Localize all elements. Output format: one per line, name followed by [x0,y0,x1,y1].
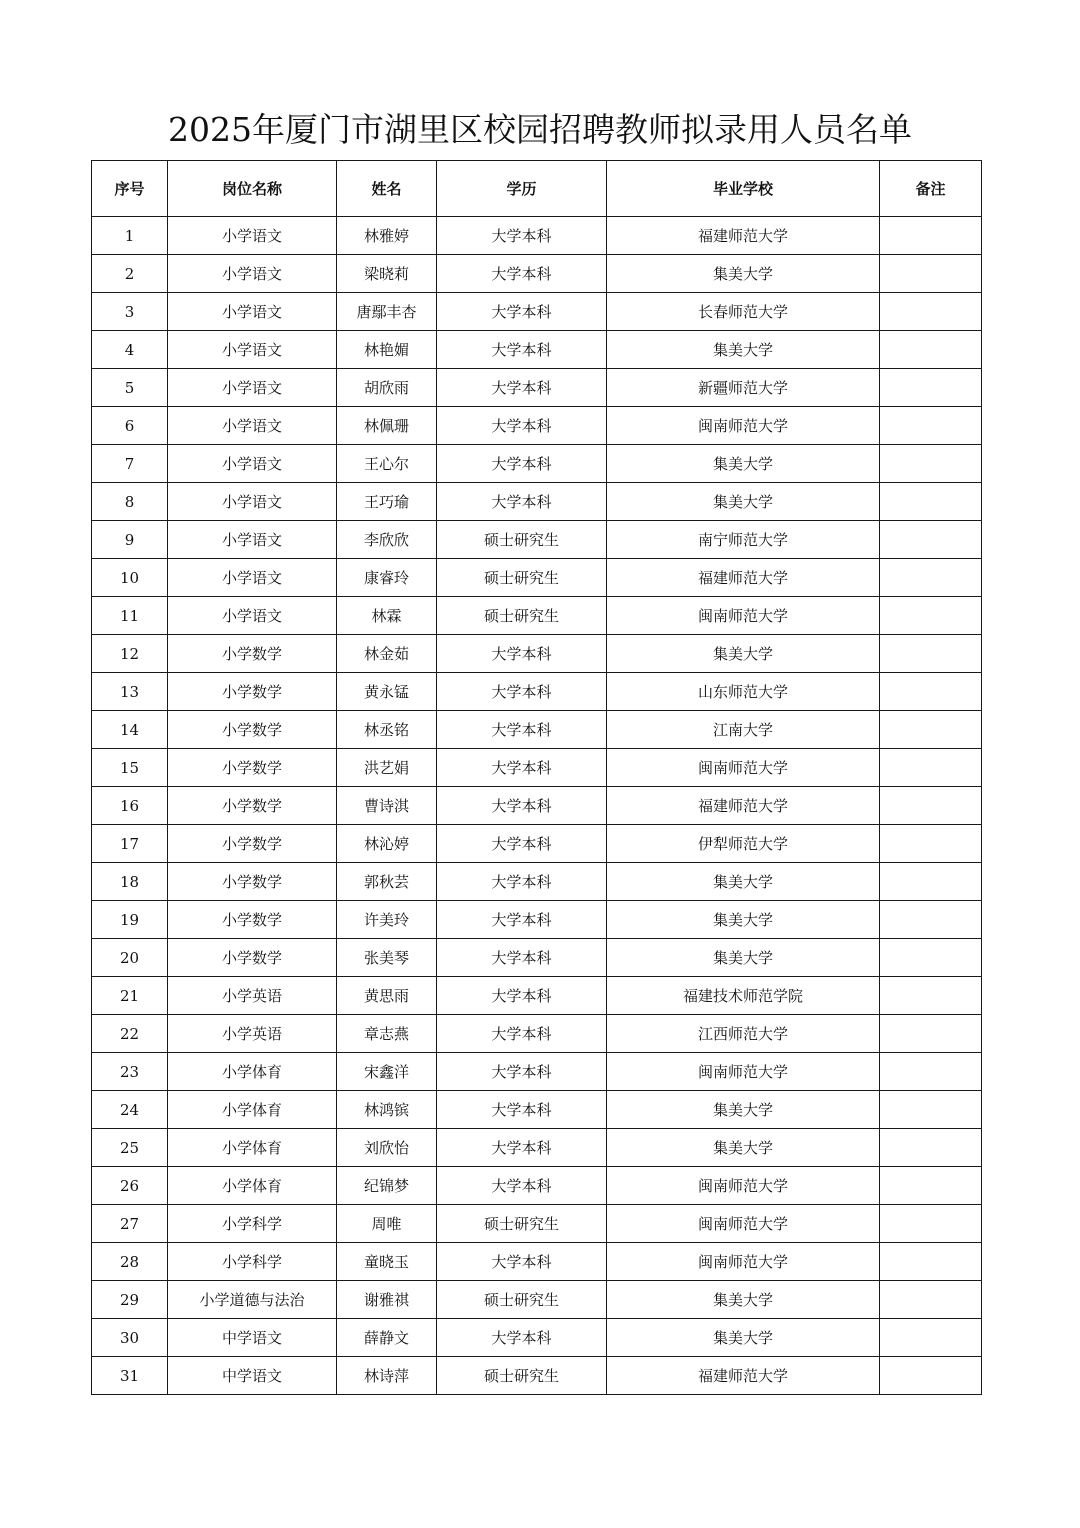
cell-education: 大学本科 [437,407,607,445]
cell-serial-number: 21 [92,977,168,1015]
cell-remarks [880,521,982,559]
cell-graduate-school: 闽南师范大学 [607,1167,880,1205]
cell-remarks [880,217,982,255]
cell-name: 林霖 [337,597,437,635]
cell-education: 大学本科 [437,1129,607,1167]
cell-remarks [880,749,982,787]
cell-remarks [880,1129,982,1167]
cell-graduate-school: 集美大学 [607,635,880,673]
table-row [92,407,982,445]
header-name: 姓名 [337,161,437,217]
table-row [92,559,982,597]
cell-education: 硕士研究生 [437,1205,607,1243]
cell-name: 童晓玉 [337,1243,437,1281]
cell-education: 大学本科 [437,787,607,825]
cell-serial-number: 31 [92,1357,168,1395]
cell-serial-number: 12 [92,635,168,673]
cell-education: 大学本科 [437,749,607,787]
cell-education: 大学本科 [437,635,607,673]
table-row [92,217,982,255]
table-row [92,1205,982,1243]
cell-serial-number: 23 [92,1053,168,1091]
cell-position-name: 小学体育 [168,1053,337,1091]
cell-position-name: 小学体育 [168,1091,337,1129]
cell-remarks [880,1357,982,1395]
cell-education: 大学本科 [437,711,607,749]
table-row [92,787,982,825]
cell-position-name: 小学体育 [168,1129,337,1167]
cell-serial-number: 8 [92,483,168,521]
cell-remarks [880,711,982,749]
cell-serial-number: 3 [92,293,168,331]
cell-serial-number: 6 [92,407,168,445]
cell-graduate-school: 闽南师范大学 [607,1243,880,1281]
cell-position-name: 小学语文 [168,445,337,483]
cell-graduate-school: 集美大学 [607,255,880,293]
cell-remarks [880,1167,982,1205]
hiring-list-table [91,160,982,1395]
cell-graduate-school: 长春师范大学 [607,293,880,331]
cell-graduate-school: 山东师范大学 [607,673,880,711]
cell-graduate-school: 福建师范大学 [607,217,880,255]
cell-name: 刘欣怡 [337,1129,437,1167]
cell-serial-number: 28 [92,1243,168,1281]
cell-position-name: 小学语文 [168,597,337,635]
cell-serial-number: 29 [92,1281,168,1319]
cell-serial-number: 25 [92,1129,168,1167]
cell-serial-number: 10 [92,559,168,597]
cell-name: 唐鄢丰杏 [337,293,437,331]
cell-education: 硕士研究生 [437,1281,607,1319]
cell-remarks [880,825,982,863]
cell-education: 硕士研究生 [437,559,607,597]
table-row [92,1015,982,1053]
cell-remarks [880,293,982,331]
cell-name: 张美琴 [337,939,437,977]
cell-name: 林佩珊 [337,407,437,445]
cell-position-name: 小学数学 [168,711,337,749]
cell-graduate-school: 福建师范大学 [607,1357,880,1395]
cell-graduate-school: 闽南师范大学 [607,1205,880,1243]
cell-graduate-school: 福建师范大学 [607,787,880,825]
header-education: 学历 [437,161,607,217]
cell-graduate-school: 集美大学 [607,901,880,939]
cell-education: 大学本科 [437,939,607,977]
cell-education: 大学本科 [437,1053,607,1091]
table-row [92,1243,982,1281]
cell-serial-number: 27 [92,1205,168,1243]
cell-name: 郭秋芸 [337,863,437,901]
cell-position-name: 小学语文 [168,369,337,407]
cell-serial-number: 1 [92,217,168,255]
cell-remarks [880,369,982,407]
cell-position-name: 小学数学 [168,901,337,939]
cell-position-name: 小学英语 [168,977,337,1015]
cell-education: 大学本科 [437,1091,607,1129]
cell-graduate-school: 集美大学 [607,863,880,901]
cell-education: 大学本科 [437,445,607,483]
cell-education: 大学本科 [437,825,607,863]
cell-graduate-school: 江南大学 [607,711,880,749]
cell-name: 王心尔 [337,445,437,483]
cell-name: 曹诗淇 [337,787,437,825]
cell-serial-number: 17 [92,825,168,863]
cell-remarks [880,483,982,521]
cell-remarks [880,1015,982,1053]
table-row [92,901,982,939]
cell-serial-number: 30 [92,1319,168,1357]
cell-graduate-school: 福建师范大学 [607,559,880,597]
table-row [92,939,982,977]
table-row [92,293,982,331]
cell-graduate-school: 集美大学 [607,1281,880,1319]
cell-name: 薛静文 [337,1319,437,1357]
cell-name: 黄思雨 [337,977,437,1015]
cell-position-name: 中学语文 [168,1319,337,1357]
cell-education: 大学本科 [437,293,607,331]
cell-graduate-school: 新疆师范大学 [607,369,880,407]
cell-name: 林金茹 [337,635,437,673]
cell-serial-number: 14 [92,711,168,749]
cell-serial-number: 19 [92,901,168,939]
cell-graduate-school: 闽南师范大学 [607,597,880,635]
cell-position-name: 小学数学 [168,863,337,901]
cell-position-name: 小学语文 [168,483,337,521]
cell-serial-number: 4 [92,331,168,369]
cell-remarks [880,977,982,1015]
cell-position-name: 小学数学 [168,749,337,787]
table-row [92,711,982,749]
cell-remarks [880,635,982,673]
table-row [92,977,982,1015]
cell-name: 谢雅祺 [337,1281,437,1319]
cell-remarks [880,1319,982,1357]
cell-graduate-school: 闽南师范大学 [607,1053,880,1091]
cell-remarks [880,331,982,369]
cell-serial-number: 7 [92,445,168,483]
cell-education: 大学本科 [437,673,607,711]
table-row [92,597,982,635]
cell-name: 周唯 [337,1205,437,1243]
cell-graduate-school: 南宁师范大学 [607,521,880,559]
cell-remarks [880,255,982,293]
cell-serial-number: 11 [92,597,168,635]
cell-position-name: 小学语文 [168,521,337,559]
cell-education: 大学本科 [437,1319,607,1357]
cell-graduate-school: 集美大学 [607,445,880,483]
cell-serial-number: 15 [92,749,168,787]
cell-name: 章志燕 [337,1015,437,1053]
cell-serial-number: 18 [92,863,168,901]
cell-remarks [880,1281,982,1319]
cell-name: 宋鑫洋 [337,1053,437,1091]
cell-education: 大学本科 [437,217,607,255]
table-row [92,1167,982,1205]
cell-position-name: 小学语文 [168,255,337,293]
cell-graduate-school: 江西师范大学 [607,1015,880,1053]
cell-name: 李欣欣 [337,521,437,559]
cell-education: 硕士研究生 [437,597,607,635]
header-position-name: 岗位名称 [168,161,337,217]
cell-remarks [880,1053,982,1091]
cell-position-name: 小学数学 [168,787,337,825]
cell-position-name: 小学英语 [168,1015,337,1053]
cell-serial-number: 2 [92,255,168,293]
cell-position-name: 小学数学 [168,939,337,977]
header-graduate-school: 毕业学校 [607,161,880,217]
cell-graduate-school: 集美大学 [607,483,880,521]
cell-name: 康睿玲 [337,559,437,597]
cell-position-name: 小学科学 [168,1205,337,1243]
cell-education: 硕士研究生 [437,1357,607,1395]
table-header-row [92,161,982,217]
cell-serial-number: 24 [92,1091,168,1129]
table-row [92,521,982,559]
table-row [92,1091,982,1129]
cell-education: 大学本科 [437,863,607,901]
cell-remarks [880,939,982,977]
header-serial-number: 序号 [92,161,168,217]
cell-serial-number: 16 [92,787,168,825]
cell-name: 林沁婷 [337,825,437,863]
cell-name: 梁晓莉 [337,255,437,293]
cell-name: 林艳媚 [337,331,437,369]
cell-name: 林诗萍 [337,1357,437,1395]
table-row [92,255,982,293]
cell-serial-number: 5 [92,369,168,407]
table-row [92,1053,982,1091]
cell-position-name: 小学语文 [168,293,337,331]
cell-education: 大学本科 [437,255,607,293]
table-row [92,635,982,673]
table-row [92,1129,982,1167]
table-row [92,673,982,711]
cell-graduate-school: 伊犁师范大学 [607,825,880,863]
cell-name: 林丞铭 [337,711,437,749]
cell-remarks [880,863,982,901]
cell-remarks [880,901,982,939]
cell-remarks [880,1243,982,1281]
cell-position-name: 小学道德与法治 [168,1281,337,1319]
cell-position-name: 小学语文 [168,331,337,369]
cell-remarks [880,787,982,825]
cell-graduate-school: 集美大学 [607,331,880,369]
cell-position-name: 小学语文 [168,559,337,597]
cell-position-name: 小学体育 [168,1167,337,1205]
cell-serial-number: 22 [92,1015,168,1053]
cell-position-name: 中学语文 [168,1357,337,1395]
cell-position-name: 小学数学 [168,673,337,711]
cell-name: 王巧瑜 [337,483,437,521]
cell-remarks [880,673,982,711]
cell-serial-number: 26 [92,1167,168,1205]
cell-graduate-school: 集美大学 [607,1091,880,1129]
table-row [92,331,982,369]
cell-graduate-school: 闽南师范大学 [607,749,880,787]
cell-remarks [880,445,982,483]
cell-remarks [880,559,982,597]
table-row [92,445,982,483]
table-row [92,369,982,407]
cell-education: 大学本科 [437,1167,607,1205]
cell-education: 大学本科 [437,977,607,1015]
cell-position-name: 小学语文 [168,217,337,255]
document-title: 2025年厦门市湖里区校园招聘教师拟录用人员名单 [168,110,912,149]
cell-remarks [880,407,982,445]
cell-name: 黄永锰 [337,673,437,711]
cell-education: 大学本科 [437,331,607,369]
cell-graduate-school: 集美大学 [607,939,880,977]
cell-name: 林鸿镔 [337,1091,437,1129]
table-row [92,863,982,901]
cell-graduate-school: 集美大学 [607,1319,880,1357]
cell-name: 洪艺娟 [337,749,437,787]
cell-education: 大学本科 [437,1243,607,1281]
cell-serial-number: 20 [92,939,168,977]
cell-remarks [880,1091,982,1129]
header-remarks: 备注 [880,161,982,217]
cell-position-name: 小学语文 [168,407,337,445]
cell-remarks [880,1205,982,1243]
cell-serial-number: 13 [92,673,168,711]
cell-position-name: 小学数学 [168,635,337,673]
table-row [92,1319,982,1357]
cell-education: 大学本科 [437,1015,607,1053]
cell-name: 纪锦梦 [337,1167,437,1205]
cell-education: 硕士研究生 [437,521,607,559]
cell-education: 大学本科 [437,369,607,407]
cell-name: 林雅婷 [337,217,437,255]
table-row [92,749,982,787]
cell-graduate-school: 福建技术师范学院 [607,977,880,1015]
cell-education: 大学本科 [437,901,607,939]
cell-graduate-school: 闽南师范大学 [607,407,880,445]
cell-graduate-school: 集美大学 [607,1129,880,1167]
cell-name: 胡欣雨 [337,369,437,407]
table-row [92,1281,982,1319]
cell-position-name: 小学科学 [168,1243,337,1281]
cell-education: 大学本科 [437,483,607,521]
cell-name: 许美玲 [337,901,437,939]
cell-serial-number: 9 [92,521,168,559]
cell-remarks [880,597,982,635]
table-row [92,483,982,521]
table-body [92,217,982,1395]
table-row [92,1357,982,1395]
cell-position-name: 小学数学 [168,825,337,863]
table-row [92,825,982,863]
